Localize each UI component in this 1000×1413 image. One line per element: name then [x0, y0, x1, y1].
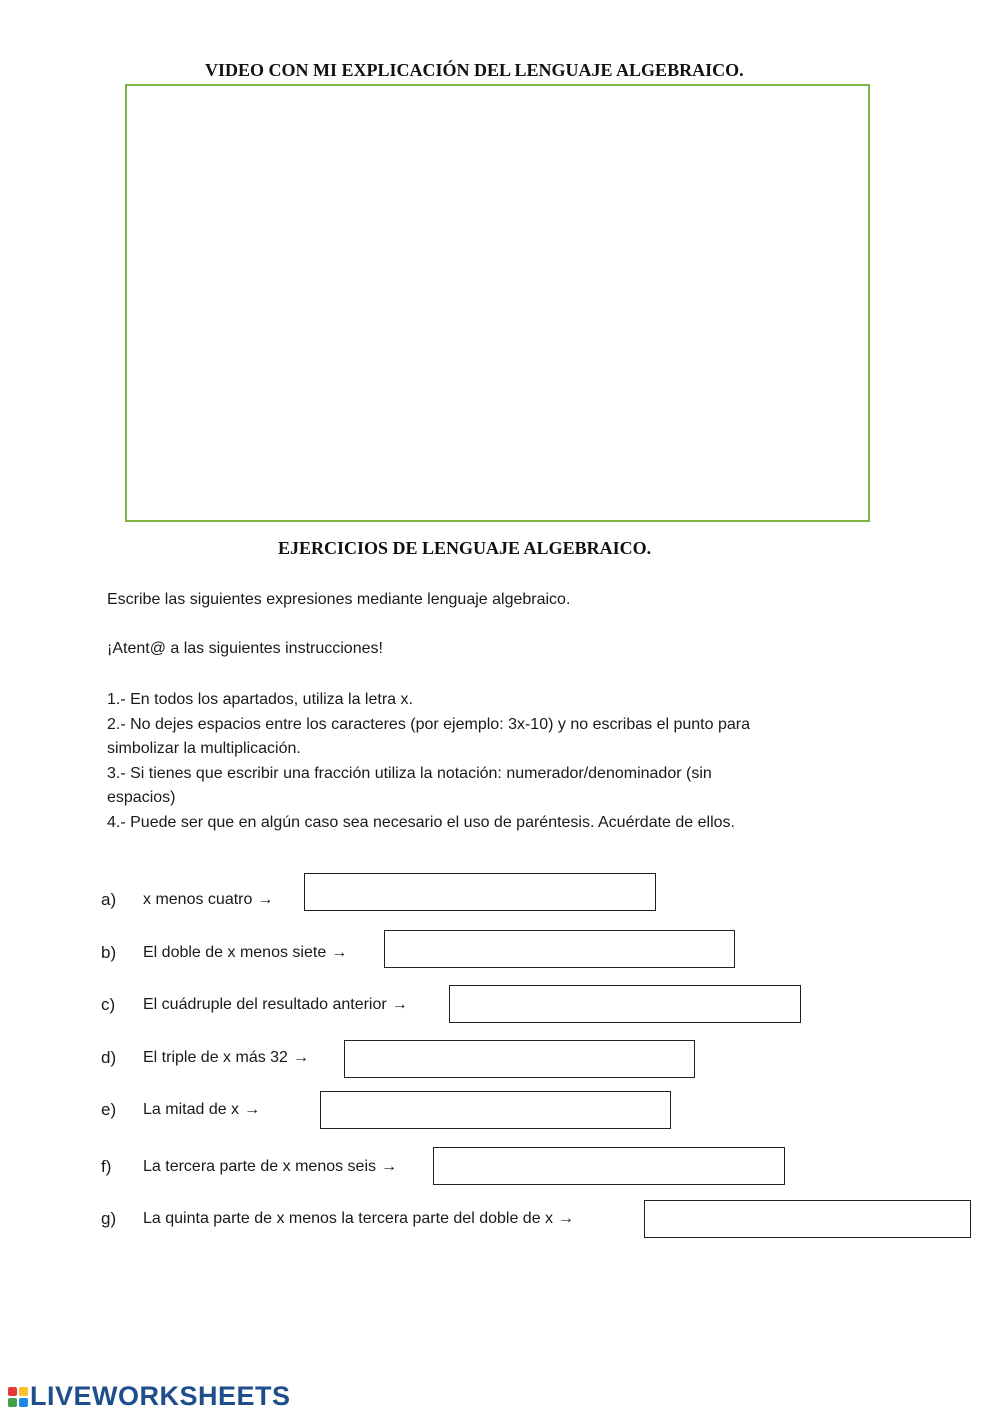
exercise-letter-a: a)	[101, 890, 117, 909]
logo-square-blue	[19, 1398, 28, 1407]
answer-input-a[interactable]	[304, 873, 656, 911]
intro-text: Escribe las siguientes expresiones mediante lenguaje algebraico.	[107, 591, 571, 608]
exercise-label-a	[143, 891, 273, 909]
exercise-text: x menos cuatro	[143, 891, 253, 908]
exercise-text: La quinta parte de x menos la tercera parte del doble de x	[143, 1210, 554, 1227]
exercise-text: La mitad de x	[143, 1101, 240, 1118]
exercise-letter-d: d)	[101, 1048, 117, 1067]
answer-input-f[interactable]	[433, 1147, 785, 1185]
liveworksheets-brand[interactable]	[8, 1381, 291, 1412]
answer-input-d[interactable]	[344, 1040, 695, 1078]
exercise-letter-e: e)	[101, 1100, 117, 1119]
arrow-right-icon: →	[381, 1158, 398, 1175]
logo-square-red	[8, 1387, 17, 1396]
instruction-line: 2.- No dejes espacios entre los caracteres (por ejemplo: 3x-10) y no escribas el punto para	[107, 715, 750, 733]
exercise-text: El triple de x más 32	[143, 1049, 288, 1066]
video-frame[interactable]	[125, 84, 870, 522]
arrow-right-icon: →	[292, 1049, 309, 1066]
instructions-list	[107, 688, 807, 835]
brand-name: LIVEWORKSHEETS	[30, 1381, 291, 1411]
arrow-right-icon: →	[244, 1101, 261, 1118]
video-section-title: VIDEO CON MI EXPLICACIÓN DEL LENGUAJE ALGEBRAICO.	[205, 60, 744, 80]
attention-text: ¡Atent@ a las siguientes instrucciones!	[107, 640, 383, 657]
answer-input-b[interactable]	[384, 930, 735, 968]
exercise-text: El doble de x menos siete	[143, 944, 327, 961]
instruction-line: espacios)	[107, 789, 176, 806]
instruction-line: 4.- Puede ser que en algún caso sea necesario el uso de paréntesis. Acuérdate de ellos.	[107, 813, 735, 831]
exercise-letter-g: g)	[101, 1209, 117, 1228]
instruction-line: 1.- En todos los apartados, utiliza la letra x.	[107, 691, 413, 708]
logo-square-yellow	[19, 1387, 28, 1396]
arrow-right-icon: →	[391, 996, 408, 1013]
exercise-letter-c: c)	[101, 995, 116, 1014]
instruction-line: simbolizar la multiplicación.	[107, 740, 301, 757]
arrow-right-icon: →	[558, 1210, 575, 1227]
answer-input-c[interactable]	[449, 985, 801, 1023]
exercise-letter-f: f)	[101, 1157, 112, 1176]
liveworksheets-logo-icon	[8, 1387, 28, 1407]
instruction-line: 3.- Si tienes que escribir una fracción utiliza la notación: numerador/denominador (sin	[107, 764, 712, 782]
answer-input-e[interactable]	[320, 1091, 671, 1129]
exercise-label-b	[143, 944, 347, 962]
exercises-section-title: EJERCICIOS DE LENGUAJE ALGEBRAICO.	[278, 538, 652, 558]
exercise-label-f	[143, 1158, 397, 1176]
exercise-label-e	[143, 1101, 260, 1119]
answer-input-g[interactable]	[644, 1200, 971, 1238]
arrow-right-icon: →	[257, 891, 274, 908]
arrow-right-icon: →	[331, 944, 348, 961]
exercise-text: El cuádruple del resultado anterior	[143, 996, 387, 1013]
exercise-label-g	[143, 1210, 574, 1228]
exercise-label-c	[143, 996, 408, 1014]
exercise-label-d	[143, 1049, 309, 1067]
exercise-letter-b: b)	[101, 943, 117, 962]
exercise-text: La tercera parte de x menos seis	[143, 1158, 377, 1175]
logo-square-green	[8, 1398, 17, 1407]
